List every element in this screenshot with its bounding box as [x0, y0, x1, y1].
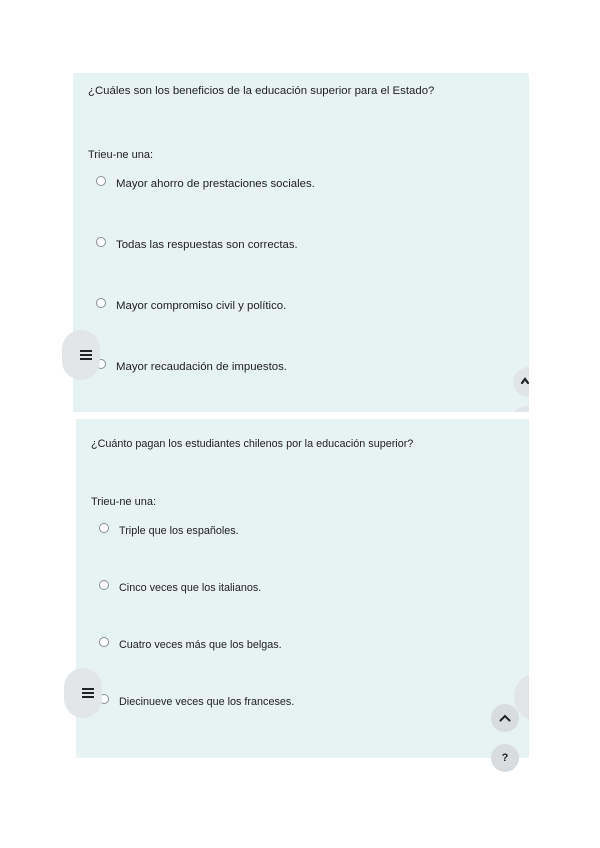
option-label: Cinco veces que los italianos.: [119, 582, 262, 594]
chevron-up-icon: [499, 714, 511, 722]
scroll-top-button[interactable]: [491, 704, 519, 732]
question-mark-icon: ?: [501, 752, 509, 764]
list-icon: [80, 350, 92, 360]
radio-button[interactable]: [99, 580, 109, 590]
radio-button[interactable]: [96, 237, 106, 247]
radio-button[interactable]: [99, 637, 109, 647]
help-button-partial[interactable]: [513, 406, 529, 412]
option-label: Cuatro veces más que los belgas.: [119, 639, 282, 651]
radio-button[interactable]: [96, 298, 106, 308]
option-label: Triple que los españoles.: [119, 525, 239, 537]
chevron-up-icon: [513, 366, 529, 398]
question-text: ¿Cuánto pagan los estudiantes chilenos por la educación superior?: [91, 438, 414, 450]
list-icon: [82, 688, 94, 698]
option-label: Mayor recaudación de impuestos.: [116, 361, 287, 373]
option-label: Mayor compromiso civil y político.: [116, 300, 287, 312]
radio-button[interactable]: [96, 176, 106, 186]
drawer-toggle[interactable]: [64, 668, 102, 718]
question-card-2: [76, 419, 529, 758]
option-label: Mayor ahorro de prestaciones sociales.: [116, 178, 315, 190]
drawer-toggle[interactable]: [62, 330, 100, 380]
question-card-1: [73, 73, 529, 412]
option-label: Todas las respuestas son correctas.: [116, 239, 298, 251]
help-button[interactable]: [491, 744, 519, 772]
question-text: ¿Cuáles son los beneficios de la educación superior para el Estado?: [88, 85, 435, 97]
radio-button[interactable]: [99, 523, 109, 533]
answer-prompt: Trieu-ne una:: [88, 149, 154, 161]
option-label: Diecinueve veces que los franceses.: [119, 696, 295, 708]
scroll-top-button[interactable]: [513, 366, 529, 398]
answer-prompt: Trieu-ne una:: [91, 496, 157, 508]
